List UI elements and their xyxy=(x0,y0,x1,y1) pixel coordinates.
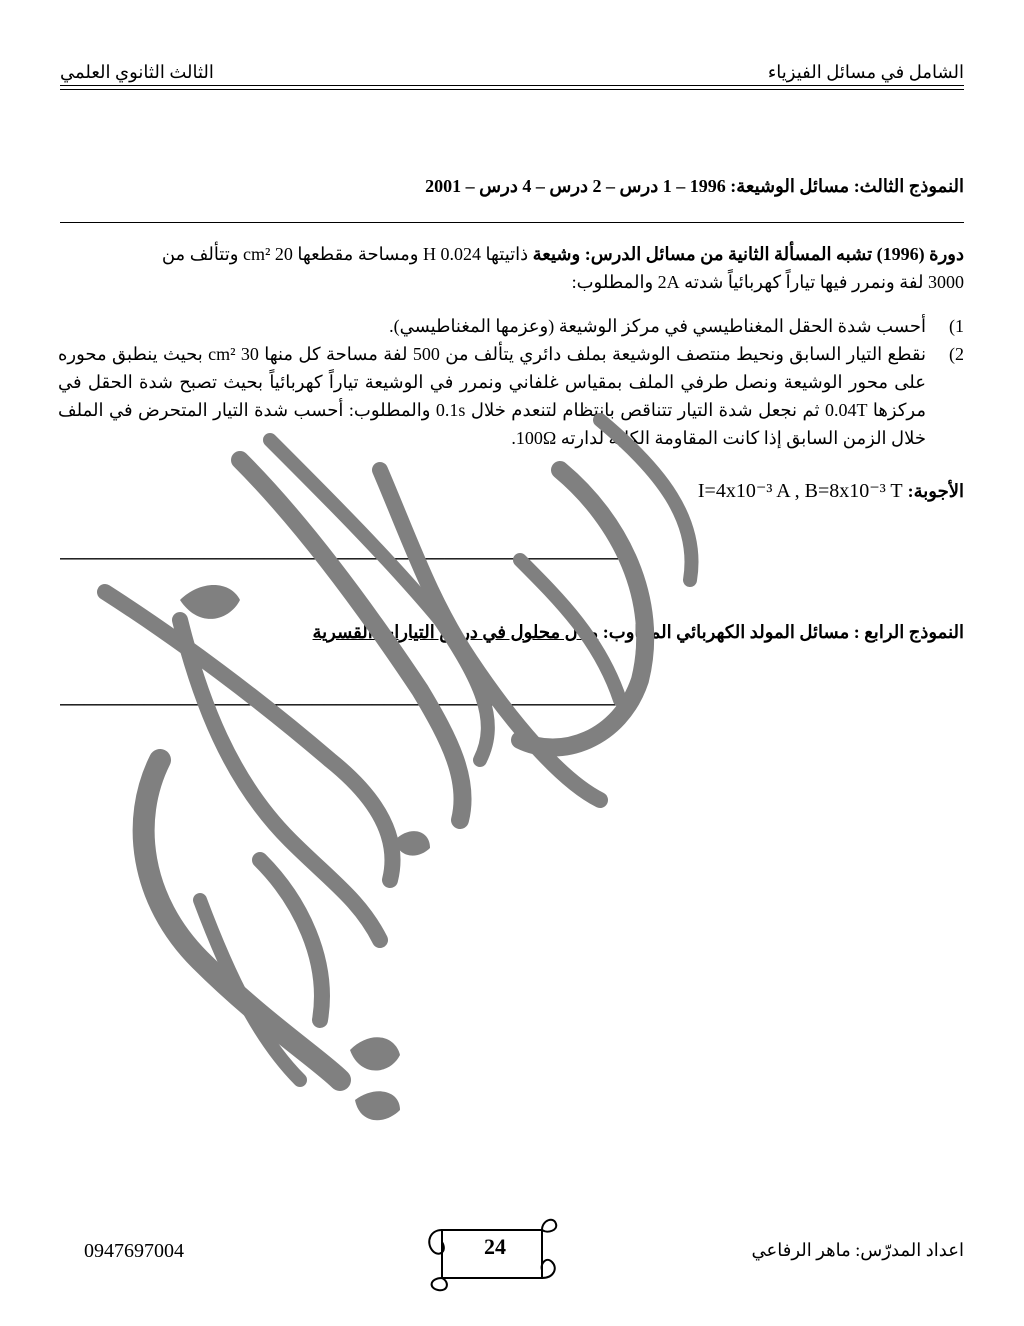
answers-line xyxy=(698,478,964,503)
grade-label: الثالث الثانوي العلمي xyxy=(60,62,214,82)
model3-label: النموذج الثالث: xyxy=(853,176,964,196)
header-rule-bottom xyxy=(60,89,964,90)
dashed-separator: ———————————————————————————————————————————————— xyxy=(60,548,637,571)
header-rule-top xyxy=(60,85,964,86)
question-text: نقطع التيار السابق ونحيط منتصف الوشيعة بملف دائري يتألف من 500 لفة مساحة كل منها 30 cm² بحيث ينطبق محوره على محور الوشيعة ونصل طرفي الملف بمقياس غلفاني ونمرر في الوشيعة تياراً كهربائياً بحيث تصبح شدة الحقل في مركزها 0.04T ثم نجعل شدة التيار تتناقص بانتظام لتنعدم خلال 0.1s والمطلوب: أحسب شدة التيار المتحرض في الملف خلال الزمن السابق إذا كانت المقاومة الكلية لدارته 100Ω. xyxy=(58,344,926,448)
author-credit: اعداد المدرّس: ماهر الرفاعي xyxy=(751,1240,964,1260)
question-text: أحسب شدة الحقل المغناطيسي في مركز الوشيعة (وعزمها المغناطيسي). xyxy=(389,316,926,336)
answers-value: I=4x10⁻³ A , B=8x10⁻³ T xyxy=(697,480,903,502)
problem-line1: ذاتيتها 0.024 H ومساحة مقطعها 20 cm² وتتألف من xyxy=(161,244,529,264)
session-label: دورة (1996) تشبه المسألة الثانية من مسائل الدرس: xyxy=(584,244,964,264)
model4-title xyxy=(313,622,964,643)
question-item xyxy=(58,340,964,452)
phone-number: 0947697004 xyxy=(84,1240,184,1262)
model4-text: مسائل المولد الكهربائي المتناوب: xyxy=(602,622,850,642)
question-list xyxy=(58,312,964,452)
book-title: الشامل في مسائل الفيزياء xyxy=(767,62,964,82)
dashed-separator: ———————————————————————————————————————————————— xyxy=(60,694,637,717)
question-number: 2) xyxy=(949,344,964,364)
question-number: 1) xyxy=(949,316,964,336)
section-rule xyxy=(60,222,964,223)
answers-label: الأجوبة: xyxy=(907,481,964,501)
problem-statement xyxy=(58,240,964,296)
problem-line2: 3000 لفة ونمرر فيها تياراً كهربائياً شدته 2A والمطلوب: xyxy=(571,272,964,292)
model4-reference: مثال محلول في درس التيارات القسرية xyxy=(312,622,599,642)
model4-label: النموذج الرابع : xyxy=(853,622,964,642)
coil-label: وشيعة xyxy=(532,244,581,264)
model3-title xyxy=(425,176,964,197)
page-number: 24 xyxy=(484,1234,506,1259)
question-item xyxy=(58,312,964,340)
model3-text: مسائل الوشيعة: 1996 – 1 درس – 2 درس – 4 درس – 2001 xyxy=(425,176,850,196)
